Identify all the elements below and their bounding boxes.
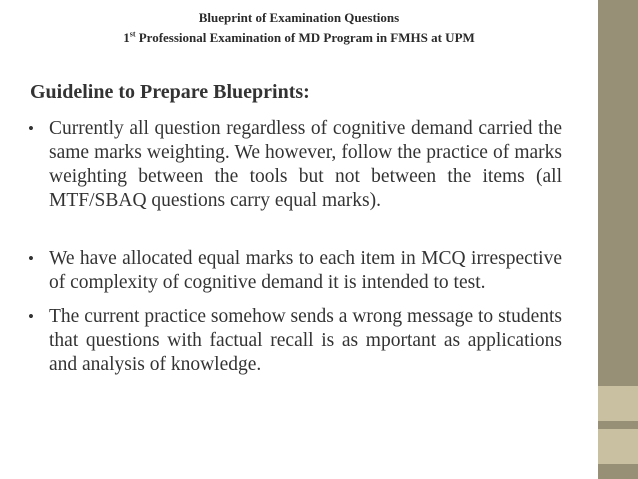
decorative-sidebar	[598, 0, 638, 479]
bullet-item	[28, 305, 562, 377]
header-title: Blueprint of Examination Questions	[198, 10, 400, 25]
bullet-text: The current practice somehow sends a wrong message to students that questions with factual recall is as mportant as applications and analysis of knowledge.	[49, 306, 562, 375]
header-subtitle-ordinal-suffix: st	[129, 29, 136, 39]
bullet-item	[28, 117, 562, 213]
sidebar-accent-block	[598, 386, 638, 421]
bullet-text: We have allocated equal marks to each item in MCQ irrespective of complexity of cognitive demand it is intended to test.	[49, 248, 562, 293]
bullet-text: Currently all question regardless of cognitive demand carried the same marks weighting. We however, follow the practice of marks weighting between the tools but not between the items (all MTF/SBAQ questions carry equal marks).	[49, 118, 562, 211]
bullet-item	[28, 247, 562, 295]
bullet-list	[28, 117, 562, 377]
bullet-icon: •	[28, 307, 34, 326]
section-heading: Guideline to Prepare Blueprints:	[30, 81, 310, 103]
slide-header	[20, 8, 578, 48]
sidebar-accent-block	[598, 429, 638, 464]
bullet-icon: •	[28, 119, 34, 138]
header-subtitle	[20, 28, 578, 48]
bullet-icon: •	[28, 249, 34, 268]
header-subtitle-text: Professional Examination of MD Program in FMHS at UPM	[135, 30, 475, 45]
header-subtitle-ordinal: 1	[123, 30, 130, 45]
